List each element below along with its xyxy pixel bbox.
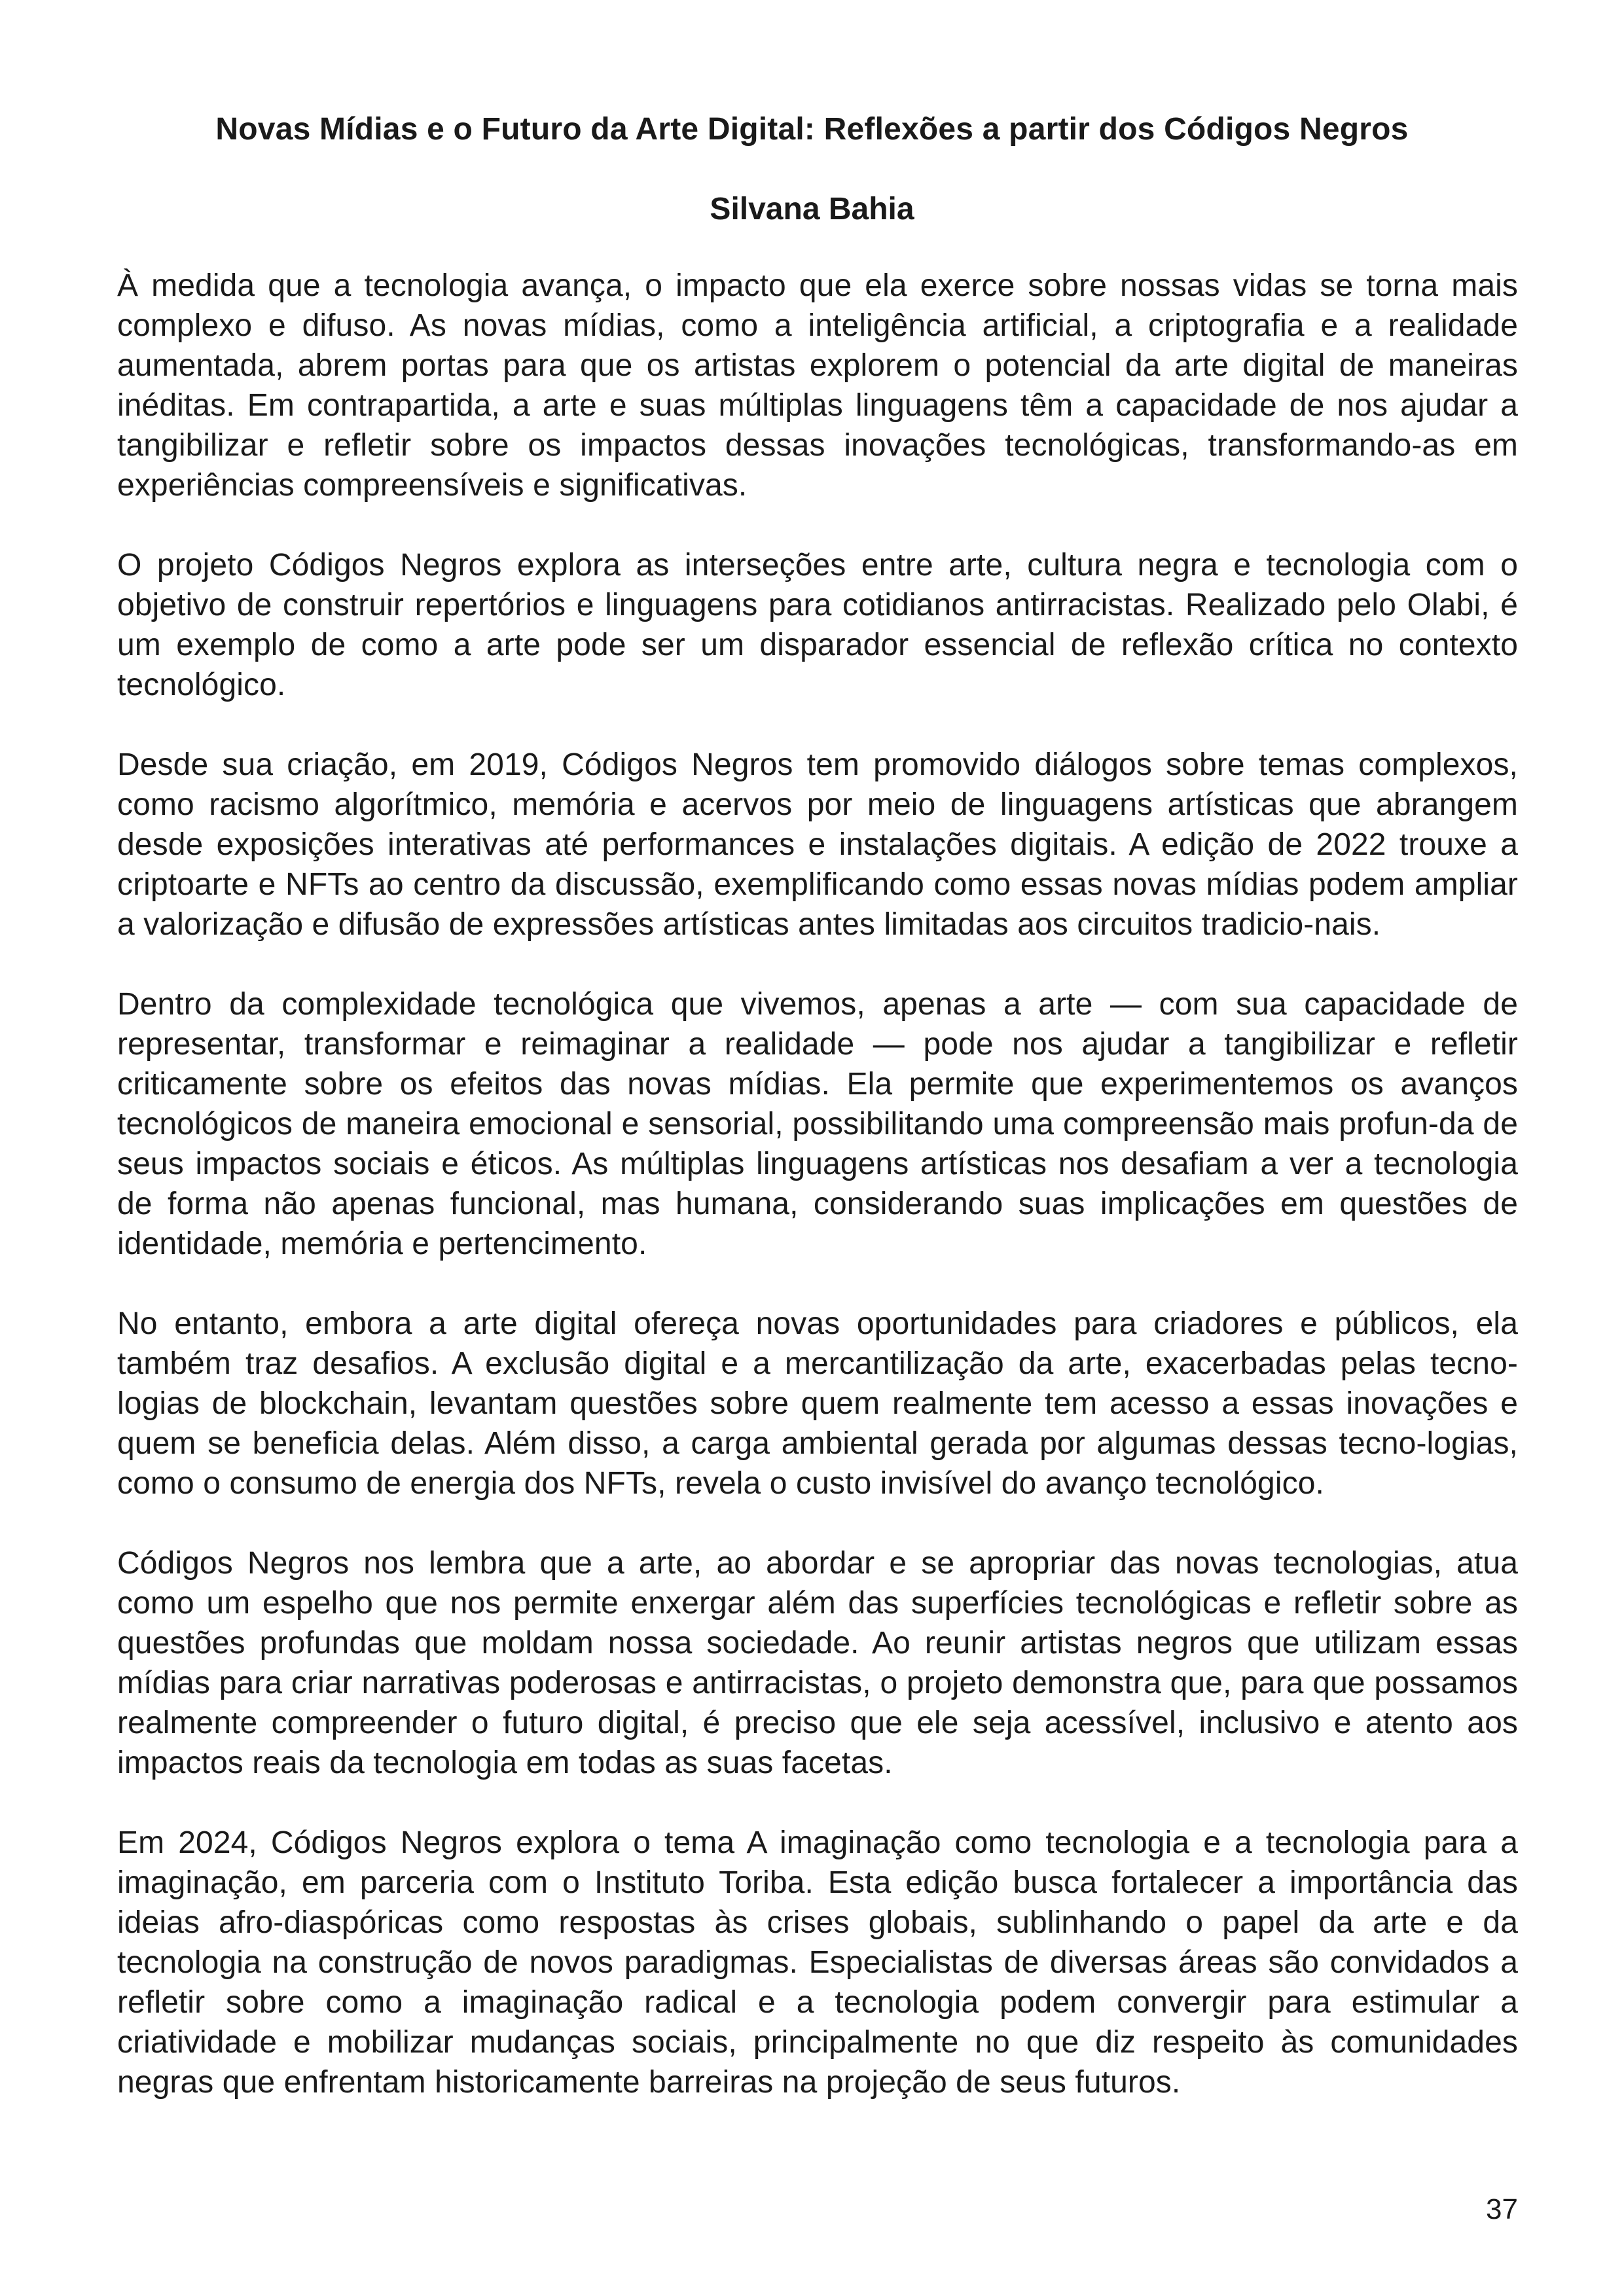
body-paragraph: À medida que a tecnologia avança, o impacto que ela exerce sobre nossas vidas se torna mais complexo e difuso. As novas mídias, como a inteligência artificial, a criptografia e a realidade aumentada, abrem portas para que os artistas explorem o potencial da arte digital de maneiras inéditas. Em contrapartida, a arte e suas múltiplas linguagens têm a capacidade de nos ajudar a tangibilizar e refletir sobre os impactos dessas inovações tecnológicas, transformando-as em experiências compreensíveis e significativas. bbox=[117, 268, 1518, 503]
body-paragraph: Códigos Negros nos lembra que a arte, ao abordar e se apropriar das novas tecnologias, atua como um espelho que nos permite enxergar além das superfícies tecnológicas e refletir sobre as questões profundas que moldam nossa sociedade. Ao reunir artistas negros que utilizam essas mídias para criar narrativas poderosas e antirracistas, o projeto demonstra que, para que possamos realmente compreender o futuro digital, é preciso que ele seja acessível, inclusivo e atento aos impactos reais da tecnologia em todas as suas facetas. bbox=[117, 1546, 1518, 1780]
body-paragraph: No entanto, embora a arte digital ofereça novas oportunidades para criadores e públicos, ela também traz desafios. A exclusão digital e a mercantilização da arte, exacerbadas pelas tecno-logias de blockchain, levantam questões sobre quem realmente tem acesso a essas inovações e quem se beneficia delas. Além disso, a carga ambiental gerada por algumas dessas tecno-logias, como o consumo de energia dos NFTs, revela o custo invisível do avanço tecnológico. bbox=[117, 1306, 1518, 1501]
body-paragraph: Dentro da complexidade tecnológica que vivemos, apenas a arte — com sua capacidade de representar, transformar e reimaginar a realidade — pode nos ajudar a tangibilizar e refletir criticamente sobre os efeitos das novas mídias. Ela permite que experimentemos os avanços tecnológicos de maneira emocional e sensorial, possibilitando uma compreensão mais profun-da de seus impactos sociais e éticos. As múltiplas linguagens artísticas nos desafiam a ver a tecnologia de forma não apenas funcional, mas humana, considerando suas implicações em questões de identidade, memória e pertencimento. bbox=[117, 987, 1518, 1261]
article-title: Novas Mídias e o Futuro da Arte Digital: Reflexões a partir dos Códigos Negros bbox=[215, 112, 1409, 147]
body-paragraph: Em 2024, Códigos Negros explora o tema A imaginação como tecnologia e a tecnologia para a imaginação, em parceria com o Instituto Toriba. Esta edição busca fortalecer a importância das ideias afro-diaspóricas como respostas às crises globais, sublinhando o papel da arte e da tecnologia na construção de novos paradigmas. Especialistas de diversas áreas são convidados a refletir sobre como a imaginação radical e a tecnologia podem convergir para estimular a criatividade e mobilizar mudanças sociais, principalmente no que diz respeito às comunidades negras que enfrentam historicamente barreiras na projeção de seus futuros. bbox=[117, 1825, 1518, 2100]
article-body bbox=[117, 266, 1518, 2142]
body-paragraph: O projeto Códigos Negros explora as interseções entre arte, cultura negra e tecnologia com o objetivo de construir repertórios e linguagens para cotidianos antirracistas. Realizado pelo Olabi, é um exemplo de como a arte pode ser um disparador essencial de reflexão crítica no contexto tecnológico. bbox=[117, 548, 1518, 702]
article-author: Silvana Bahia bbox=[710, 192, 914, 226]
body-paragraph: Desde sua criação, em 2019, Códigos Negros tem promovido diálogos sobre temas complexos, como racismo algorítmico, memória e acervos por meio de linguagens artísticas que abrangem desde exposições interativas até performances e instalações digitais. A edição de 2022 trouxe a criptoarte e NFTs ao centro da discussão, exemplificando como essas novas mídias podem ampliar a valorização e difusão de expressões artísticas antes limitadas aos circuitos tradicio-nais. bbox=[117, 747, 1518, 942]
page-number: 37 bbox=[1486, 2193, 1518, 2225]
